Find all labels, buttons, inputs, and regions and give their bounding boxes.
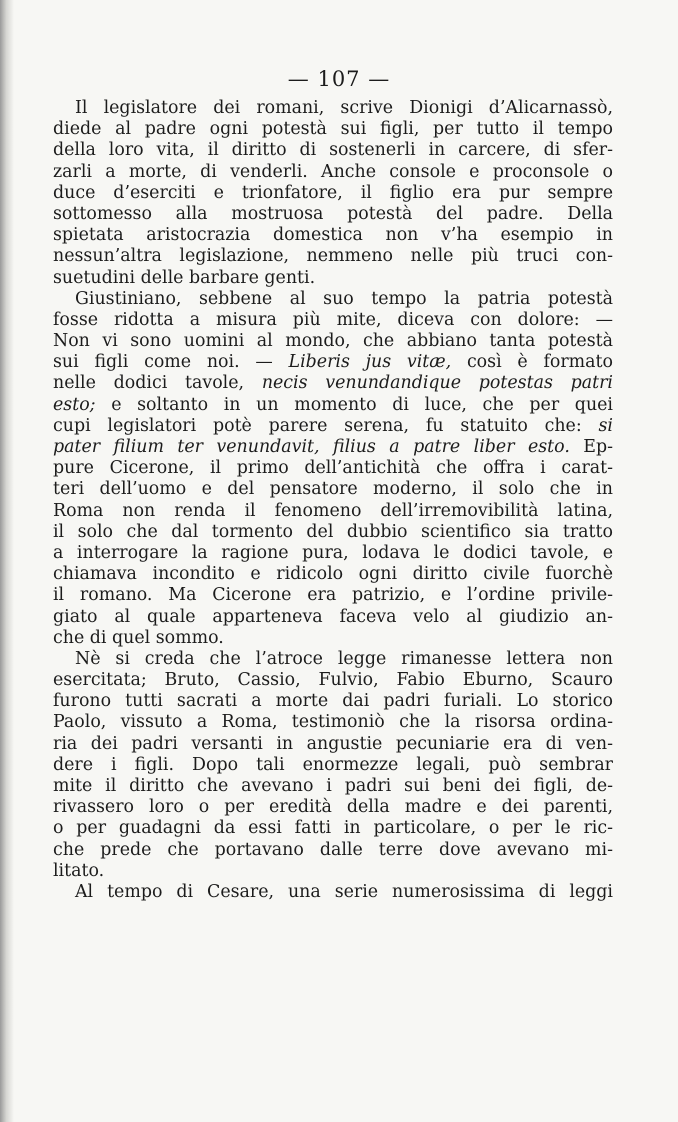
text-segment: teri dell’uomo e del pensatore moderno, il solo che in [53, 479, 613, 500]
text-segment: Al tempo di Cesare, una serie numerosissima di leggi [75, 881, 613, 902]
text-line [53, 585, 613, 606]
text-line [53, 437, 613, 458]
text-line [53, 882, 613, 903]
text-line [53, 797, 613, 818]
body-text [53, 98, 613, 903]
text-segment: che prede che portavano dalle terre dove avevano mi- [53, 839, 613, 860]
text-line [53, 670, 613, 691]
text-line [53, 479, 613, 500]
page-number: — 107 — [287, 67, 391, 91]
text-line [53, 310, 613, 331]
text-segment: spietata aristocrazia domestica non v’ha esempio in [53, 225, 613, 246]
text-line [53, 183, 613, 204]
text-segment: zarli a morte, di venderli. Anche console e proconsole o [53, 161, 613, 182]
italic-latin-phrase: esto; [53, 394, 96, 415]
text-line [53, 564, 613, 585]
text-line [53, 225, 613, 246]
text-segment: o per guadagni da essi fatti in particolare, o per le ric- [53, 818, 613, 839]
text-line [53, 98, 613, 119]
text-line [53, 861, 613, 882]
text-line [53, 352, 613, 373]
text-segment: rivassero loro o per eredità della madre e dei parenti, [53, 797, 613, 818]
text-segment: giato al quale apparteneva faceva velo al giudizio an- [53, 606, 613, 627]
text-segment: sui figli come noi. — [53, 352, 289, 373]
italic-latin-phrase: pater filium ter venundavit, filius a patre liber esto. [53, 437, 570, 457]
text-segment: Paolo, vissuto a Roma, testimoniò che la risorsa ordina- [53, 712, 613, 733]
text-line [53, 755, 613, 776]
text-line [53, 331, 613, 352]
text-line [53, 543, 613, 564]
text-segment: Nè si creda che l’atroce legge rimanesse lettera non [75, 648, 613, 669]
text-segment: fosse ridotta a misura più mite, diceva con dolore: — [53, 309, 613, 330]
text-segment: Roma non renda il fenomeno dell’irremovibilità latina, [53, 500, 613, 521]
text-segment: a interrogare la ragione pura, lodava le dodici tavole, e [53, 542, 613, 563]
text-segment: il romano. Ma Cicerone era patrizio, e l’ordine privile- [53, 585, 613, 606]
text-line [53, 628, 613, 649]
text-segment: duce d’eserciti e trionfatore, il figlio era pur sempre [53, 182, 613, 203]
text-segment: chiamava incondito e ridicolo ogni diritto civile fuorchè [53, 564, 613, 585]
text-segment: nelle dodici tavole, [53, 373, 262, 394]
text-segment: della loro vita, il diritto di sostenerli in carcere, di sfer- [53, 140, 613, 161]
text-line [53, 395, 613, 416]
italic-latin-phrase: si [598, 415, 613, 436]
text-line [53, 776, 613, 797]
text-segment: Non vi sono uomini al mondo, che abbiano tanta potestà [53, 331, 613, 352]
text-segment: mite il diritto che avevano i padri sui beni dei figli, de- [53, 776, 613, 796]
text-segment: esercitata; Bruto, Cassio, Fulvio, Fabio Eburno, Scauro [53, 670, 613, 691]
text-segment: cupi legislatori potè parere serena, fu statuito che: [53, 415, 599, 436]
text-line [53, 458, 613, 479]
text-segment: litato. [53, 860, 105, 881]
text-segment: che di quel sommo. [53, 627, 224, 648]
text-segment: così è formato [451, 352, 613, 373]
text-segment: sottomesso alla mostruosa potestà del padre. Della [53, 203, 613, 224]
text-segment: nessun’altra legislazione, nemmeno nelle più truci con- [53, 246, 613, 267]
text-segment: ria dei padri versanti in angustie pecuniarie era di ven- [53, 733, 613, 754]
text-segment: diede al padre ogni potestà sui figli, per tutto il tempo [53, 119, 613, 140]
text-segment: Il legislatore dei romani, scrive Dionigi d’Alicarnassò, [75, 98, 613, 118]
text-segment: furono tutti sacrati a morte dai padri furiali. Lo storico [53, 691, 613, 712]
text-line [53, 840, 613, 861]
italic-latin-phrase: Liberis jus vitæ, [288, 352, 452, 373]
text-line [53, 140, 613, 161]
text-segment: dere i figli. Dopo tali enormezze legali, può sembrar [53, 754, 613, 775]
text-line [53, 373, 613, 394]
text-line [53, 712, 613, 733]
text-segment: Ep- [569, 437, 614, 457]
page-binding-shadow [0, 0, 14, 1122]
italic-latin-phrase: necis venundandique potestas patri [261, 373, 613, 394]
text-line [53, 607, 613, 628]
text-segment: Giustiniano, sebbene al suo tempo la patria potestà [75, 288, 613, 309]
text-line [53, 734, 613, 755]
text-line [53, 289, 613, 310]
text-line [53, 119, 613, 140]
text-segment: e soltanto in un momento di luce, che per quei [95, 394, 613, 415]
text-line [53, 818, 613, 839]
text-line [53, 162, 613, 183]
text-line [53, 416, 613, 437]
text-line [53, 649, 613, 670]
text-segment: pure Cicerone, il primo dell’antichità che offra i carat- [53, 458, 613, 479]
text-segment: il solo che dal tormento del dubbio scientifico sia tratto [53, 521, 613, 542]
text-line [53, 522, 613, 543]
text-line [53, 246, 613, 267]
text-line [53, 691, 613, 712]
text-line [53, 268, 613, 289]
text-line [53, 501, 613, 522]
text-line [53, 204, 613, 225]
text-segment: suetudini delle barbare genti. [53, 267, 316, 288]
